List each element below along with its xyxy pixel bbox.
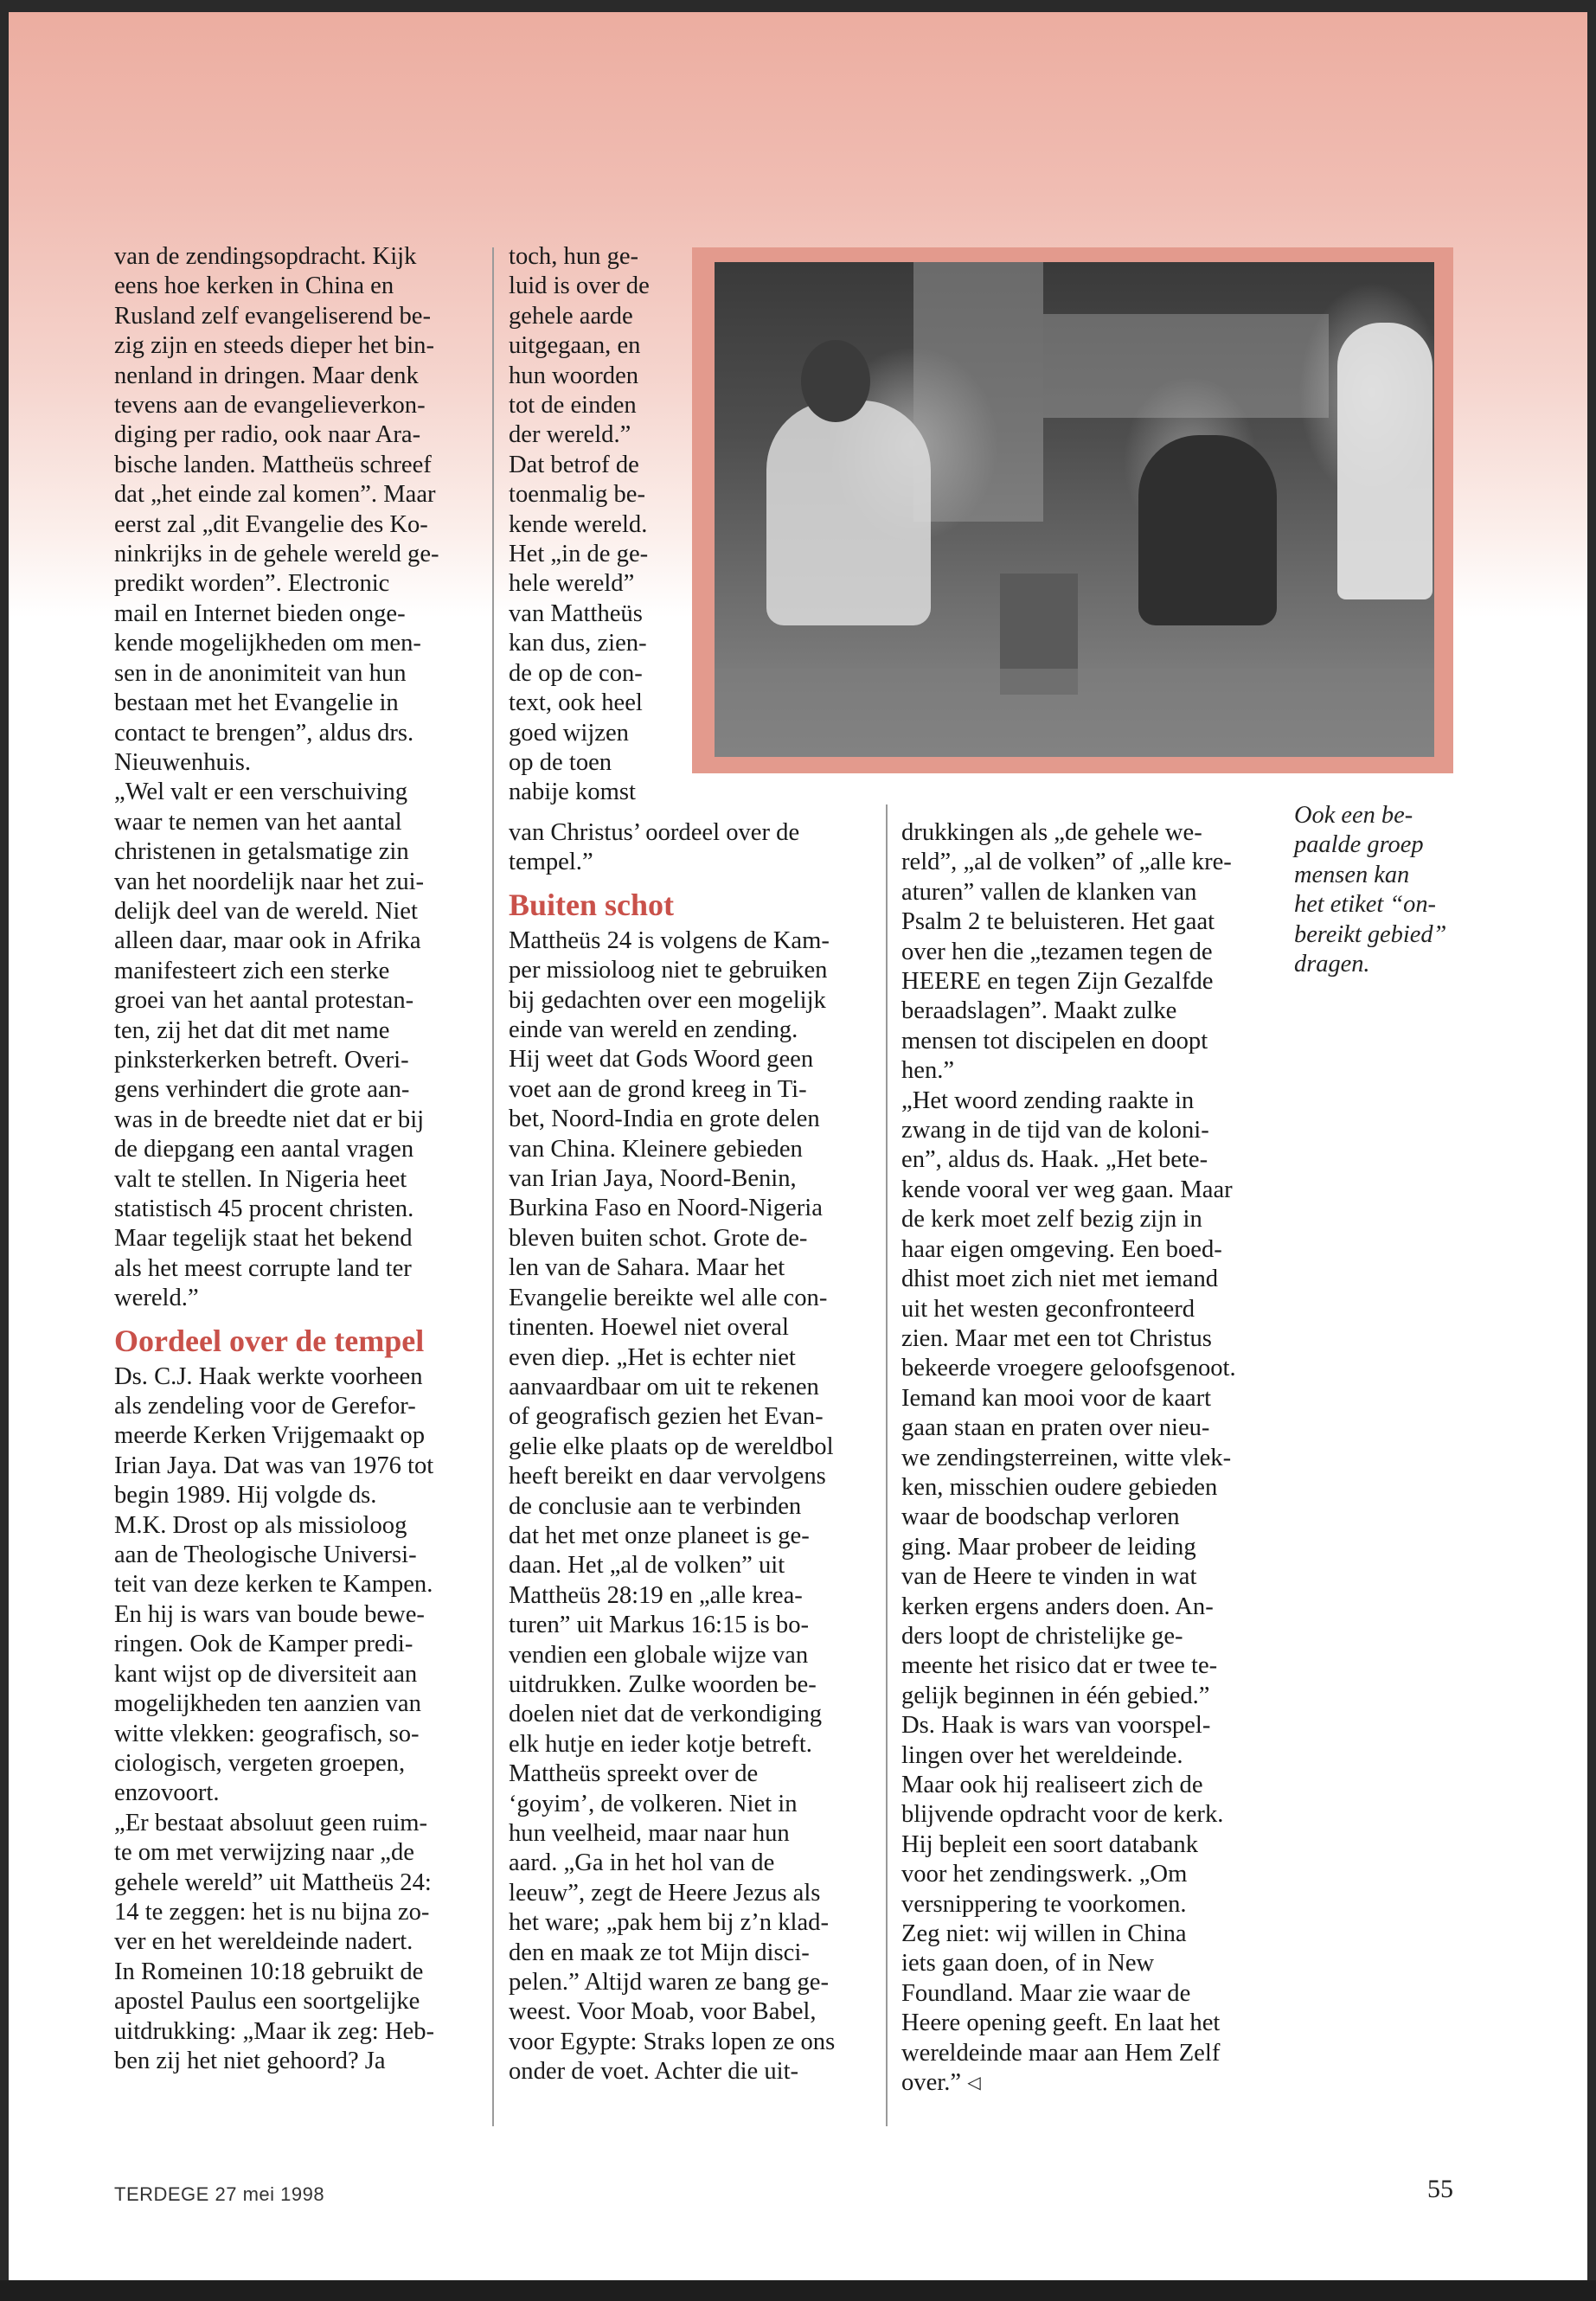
text-line: gelie elke plaats op de wereldbol (509, 1433, 834, 1460)
text-line: tinenten. Hoewel niet overal (509, 1314, 789, 1342)
caption-lines (1294, 801, 1484, 979)
text-line: waar te nemen van het aantal (114, 808, 402, 836)
text-line: daan. Het „al de volken” uit (509, 1552, 785, 1580)
text-line: voor Egypte: Straks lopen ze ons (509, 2028, 836, 2055)
text-line: kan dus, zien- (509, 630, 647, 657)
text-line: was in de breedte niet dat er bij (114, 1106, 425, 1133)
text-line: doelen niet dat de verkondiging (509, 1701, 823, 1728)
text-line: ging. Maar probeer de leiding (901, 1533, 1196, 1561)
article-column-3 (901, 818, 1259, 2098)
text-line: mensen kan (1294, 861, 1410, 888)
text-line: elk hutje en ieder kotje betreft. (509, 1730, 812, 1758)
text-line: predikt worden”. Electronic (114, 570, 390, 598)
text-line: delijk deel van de wereld. Niet (114, 897, 418, 925)
text-line: van Christus’ oordeel over de (509, 819, 800, 846)
text-line: gehele aarde (509, 302, 633, 330)
photo-door-shape (913, 262, 1043, 522)
text-line: hun woorden (509, 362, 639, 389)
text-line: Rusland zelf evangeliserend be- (114, 302, 432, 330)
text-line: toenmalig be- (509, 481, 646, 509)
text-line: eerst zal „dit Evangelie des Ko- (114, 510, 428, 538)
section-heading-oordeel: Oordeel over de tempel (114, 1323, 425, 1358)
text-line: pelen.” Altijd waren ze bang ge- (509, 1969, 829, 1997)
text-line: valt te stellen. In Nigeria heet (114, 1165, 407, 1193)
text-line: Ook een be- (1294, 802, 1413, 829)
text-line: Hij weet dat Gods Woord geen (509, 1046, 814, 1074)
footer-magazine-line (114, 2183, 324, 2206)
text-line: Psalm 2 te beluisteren. Het gaat (901, 908, 1215, 936)
text-line: waar de boodschap verloren (901, 1503, 1180, 1531)
text-line: einde van wereld en zending. (509, 1016, 798, 1044)
text-line: aturen” vallen de klanken van (901, 878, 1197, 906)
text-line: ninkrijks in de gehele wereld ge- (114, 541, 439, 568)
photo-standing-boy-shape (1337, 323, 1433, 599)
text-line: Het „in de ge- (509, 541, 649, 568)
closing-line (901, 2068, 1259, 2098)
text-line: den en maak ze tot Mijn disci- (509, 1939, 810, 1966)
text-line: contact te brengen”, aldus drs. (114, 719, 414, 747)
column-2-paragraphs-after-heading (509, 926, 870, 2087)
footer-magazine-name: TERDEGE (114, 2183, 209, 2205)
text-line: mogelijkheden ten aanzien van (114, 1690, 421, 1718)
text-line: diging per radio, ook naar Ara- (114, 421, 421, 449)
text-line: blijvende opdracht voor de kerk. (901, 1801, 1224, 1829)
text-line: aanvaardbaar om uit te rekenen (509, 1373, 819, 1400)
text-line: dragen. (1294, 951, 1370, 978)
section-heading-buiten-schot: Buiten schot (509, 887, 675, 922)
text-line: ken, misschien oudere gebieden (901, 1473, 1218, 1501)
text-line: eens hoe kerken in China en (114, 272, 394, 300)
article-column-2-top (509, 242, 690, 808)
closing-text: over.” (901, 2069, 962, 2097)
text-line: En hij is wars van boude bewe- (114, 1600, 425, 1628)
text-line: Zeg niet: wij willen in China (901, 1920, 1187, 1948)
text-line: van het noordelijk naar het zui- (114, 868, 425, 895)
text-line: de conclusie aan te verbinden (509, 1492, 802, 1520)
text-line: onder de voet. Achter die uit- (509, 2058, 799, 2086)
text-line: als zendeling voor de Gerefor- (114, 1393, 416, 1420)
text-line: drukkingen als „de gehele we- (901, 819, 1202, 846)
text-line: M.K. Drost op als missioloog (114, 1511, 407, 1539)
text-line: van Mattheüs (509, 599, 643, 627)
text-line: haar eigen omgeving. Een boed- (901, 1235, 1222, 1263)
text-line: en”, aldus ds. Haak. „Het bete- (901, 1146, 1208, 1174)
text-line: ‘goyim’, de volkeren. Niet in (509, 1790, 798, 1817)
photo-stall-shape (1043, 314, 1329, 418)
text-line: op de toen (509, 748, 612, 776)
photo-caption (1294, 801, 1484, 979)
text-line: HEERE en tegen Zijn Gezalfde (901, 968, 1214, 996)
text-line: ciologisch, vergeten groepen, (114, 1749, 406, 1777)
photo-seated-man-shape (766, 401, 931, 625)
column-1-paragraphs-after-heading (114, 1362, 476, 2077)
text-line: over hen die „tezamen tegen de (901, 938, 1213, 965)
text-line: kende vooral ver weg gaan. Maar (901, 1176, 1233, 1203)
scan-edge-top (0, 0, 1596, 12)
text-line: len van de Sahara. Maar het (509, 1254, 785, 1282)
text-line: In Romeinen 10:18 gebruikt de (114, 1958, 424, 1985)
column-1-paragraphs (114, 242, 476, 1314)
text-line: Dat betrof de (509, 451, 639, 478)
text-line: meente het risico dat er twee te- (901, 1652, 1218, 1680)
text-line: te om met verwijzing naar „de (114, 1839, 414, 1867)
column-divider-1 (492, 247, 494, 2126)
text-line: goed wijzen (509, 719, 629, 747)
text-line: van de zendingsopdracht. Kijk (114, 243, 417, 270)
text-line: witte vlekken: geografisch, so- (114, 1720, 420, 1747)
text-line: tot de einden (509, 392, 637, 420)
column-2-top-paragraphs (509, 242, 690, 808)
text-line: de kerk moet zelf bezig zijn in (901, 1206, 1202, 1234)
text-line: gehele wereld” uit Mattheüs 24: (114, 1868, 432, 1896)
text-line: dat „het einde zal komen”. Maar (114, 481, 436, 509)
text-line: mail en Internet bieden onge- (114, 599, 406, 627)
text-line: weest. Voor Moab, voor Babel, (509, 1998, 817, 2026)
text-line: zwang in de tijd van de koloni- (901, 1117, 1209, 1144)
scan-edge-bottom (0, 2280, 1596, 2301)
text-line: zig zijn en steeds dieper het bin- (114, 332, 435, 360)
text-line: enzovoort. (114, 1779, 220, 1807)
text-line: Iemand kan mooi voor de kaart (901, 1384, 1212, 1412)
text-line: hele wereld” (509, 570, 635, 598)
text-line: van China. Kleinere gebieden (509, 1135, 803, 1163)
text-line: gelijk beginnen in één gebied.” (901, 1682, 1210, 1709)
text-line: de diepgang een aantal vragen (114, 1136, 414, 1163)
text-line: bereikt gebied” (1294, 920, 1447, 948)
text-line: apostel Paulus een soortgelijke (114, 1988, 420, 2016)
text-line: ringen. Ook de Kamper predi- (114, 1631, 413, 1658)
text-line: hen.” (901, 1057, 955, 1085)
text-line: dhist moet zich niet met iemand (901, 1266, 1219, 1293)
text-line: groei van het aantal protestan- (114, 987, 414, 1015)
text-line: „Er bestaat absoluut geen ruim- (114, 1809, 428, 1836)
article-column-2-bottom (509, 818, 870, 2087)
text-line: heeft bereikt en daar vervolgens (509, 1463, 826, 1490)
text-line: Maar tegelijk staat het bekend (114, 1225, 413, 1253)
text-line: Hij bepleit een soort databank (901, 1830, 1199, 1858)
text-line: kende wereld. (509, 510, 648, 538)
text-line: der wereld.” (509, 421, 631, 449)
text-line: paalde groep (1294, 831, 1424, 859)
text-line: bestaan met het Evangelie in (114, 689, 399, 717)
scan-edge-left (0, 0, 9, 2301)
text-line: leeuw”, zegt de Heere Jezus als (509, 1879, 821, 1907)
text-line: tevens aan de evangelieverkon- (114, 392, 426, 420)
text-line: van de Heere te vinden in wat (901, 1563, 1197, 1591)
scan-edge-right (1587, 0, 1596, 2301)
text-line: voet aan de grond kreeg in Ti- (509, 1075, 807, 1103)
text-line: christenen in getalsmatige zin (114, 838, 409, 866)
text-line: pinksterkerken betreft. Overi- (114, 1046, 409, 1074)
column-3-paragraphs (901, 818, 1259, 2068)
text-line: toch, hun ge- (509, 243, 639, 270)
text-line: nabije komst (509, 779, 636, 806)
text-line: ten, zij het dat dit met name (114, 1016, 390, 1044)
text-line: wereldeinde maar aan Hem Zelf (901, 2039, 1221, 2067)
text-line: teit van deze kerken te Kampen. (114, 1571, 433, 1599)
text-line: text, ook heel (509, 689, 643, 717)
text-line: turen” uit Markus 16:15 is bo- (509, 1612, 810, 1639)
text-line: versnippering te voorkomen. (901, 1890, 1187, 1918)
text-line: voor het zendingswerk. „Om (901, 1861, 1188, 1888)
text-line: Mattheüs 28:19 en „alle krea- (509, 1581, 803, 1609)
text-line: alleen daar, maar ook in Afrika (114, 927, 421, 955)
text-line: bische landen. Mattheüs schreef (114, 451, 432, 478)
text-line: luid is over de (509, 272, 650, 300)
page-number: 55 (1427, 2175, 1453, 2203)
text-line: Evangelie bereikte wel alle con- (509, 1284, 828, 1311)
text-line: bekeerde vroegere geloofsgenoot. (901, 1355, 1236, 1382)
text-line: Ds. Haak is wars van voorspel- (901, 1712, 1211, 1740)
text-line: sen in de anonimiteit van hun (114, 659, 407, 687)
text-line: reld”, „al de volken” of „alle kre- (901, 849, 1232, 876)
text-line: zien. Maar met een tot Christus (901, 1324, 1212, 1352)
text-line: Ds. C.J. Haak werkte voorheen (114, 1362, 423, 1390)
text-line: het ware; „pak hem bij z’n klad- (509, 1909, 829, 1937)
text-line: „Het woord zending raakte in (901, 1086, 1195, 1114)
text-line: aard. „Ga in het hol van de (509, 1849, 775, 1877)
text-line: kerken ergens anders doen. An- (901, 1593, 1214, 1620)
text-line: ben zij het niet gehoord? Ja (114, 2047, 386, 2074)
text-line: Foundland. Maar zie waar de (901, 1979, 1191, 2007)
footer-date: 27 mei 1998 (215, 2183, 325, 2205)
text-line: kant wijst op de diversiteit aan (114, 1660, 418, 1688)
text-line: nenland in dringen. Maar denk (114, 362, 419, 389)
text-line: ders loopt de christelijke ge- (901, 1622, 1183, 1650)
text-line: uitdrukking: „Maar ik zeg: Heb- (114, 2017, 435, 2045)
text-line: Heere opening geeft. En laat het (901, 2009, 1221, 2037)
text-line: Irian Jaya. Dat was van 1976 tot (114, 1452, 434, 1479)
text-line: het etiket “on- (1294, 891, 1436, 919)
end-triangle-icon: ◁ (967, 2073, 981, 2093)
text-line: lingen over het wereldeinde. (901, 1741, 1183, 1769)
text-line: beraadslagen”. Maakt zulke (901, 997, 1177, 1025)
photo-ground-shape (715, 669, 1434, 757)
text-line: 14 te zeggen: het is nu bijna zo- (114, 1898, 430, 1926)
text-line: mensen tot discipelen en doopt (901, 1027, 1208, 1054)
article-column-1 (114, 242, 476, 2076)
text-line: bet, Noord-India en grote delen (509, 1106, 820, 1133)
text-line: als het meest corrupte land ter (114, 1254, 412, 1282)
text-line: bij gedachten over een mogelijk (509, 986, 826, 1014)
text-line: gaan staan en praten over nieu- (901, 1414, 1210, 1442)
text-line: iets gaan doen, of in New (901, 1950, 1155, 1977)
text-line: kende mogelijkheden om men- (114, 630, 421, 657)
column-divider-2 (886, 804, 888, 2126)
text-line: per missioloog niet te gebruiken (509, 957, 828, 984)
text-line: Mattheüs spreekt over de (509, 1760, 759, 1788)
text-line: Maar ook hij realiseert zich de (901, 1772, 1203, 1798)
text-line: wereld.” (114, 1285, 199, 1312)
text-line: Nieuwenhuis. (114, 748, 252, 776)
text-line: dat het met onze planeet is ge- (509, 1522, 810, 1549)
text-line: statistisch 45 procent christen. (114, 1195, 414, 1222)
text-line: bleven buiten schot. Grote de- (509, 1224, 808, 1252)
text-line: tempel.” (509, 849, 593, 876)
street-scene-photo (715, 262, 1434, 757)
text-line: van Irian Jaya, Noord-Benin, (509, 1165, 797, 1193)
text-line: de op de con- (509, 659, 643, 687)
text-line: ver en het wereldeinde nadert. (114, 1928, 413, 1956)
column-2-paragraphs (509, 818, 870, 878)
text-line: gens verhindert die grote aan- (114, 1076, 410, 1104)
photo-seated-man-head-shape (801, 340, 870, 422)
text-line: of geografisch gezien het Evan- (509, 1403, 824, 1431)
text-line: even diep. „Het is echter niet (509, 1343, 796, 1371)
text-line: vendien een globale wijze van (509, 1641, 809, 1669)
text-line: uitdrukken. Zulke woorden be- (509, 1670, 817, 1698)
text-line: uitgegaan, en (509, 332, 641, 360)
text-line: manifesteert zich een sterke (114, 957, 390, 984)
text-line: hun veelheid, maar naar hun (509, 1820, 790, 1847)
text-line: „Wel valt er een verschuiving (114, 779, 408, 806)
photo-crouching-man-shape (1138, 435, 1277, 625)
text-line: aan de Theologische Universi- (114, 1541, 417, 1569)
text-line: we zendingsterreinen, witte vlek- (901, 1444, 1232, 1471)
text-line: begin 1989. Hij volgde ds. (114, 1482, 377, 1509)
text-line: Burkina Faso en Noord-Nigeria (509, 1195, 823, 1222)
text-line: Mattheüs 24 is volgens de Kam- (509, 926, 830, 954)
text-line: uit het westen geconfronteerd (901, 1295, 1195, 1323)
text-line: meerde Kerken Vrijgemaakt op (114, 1422, 425, 1450)
